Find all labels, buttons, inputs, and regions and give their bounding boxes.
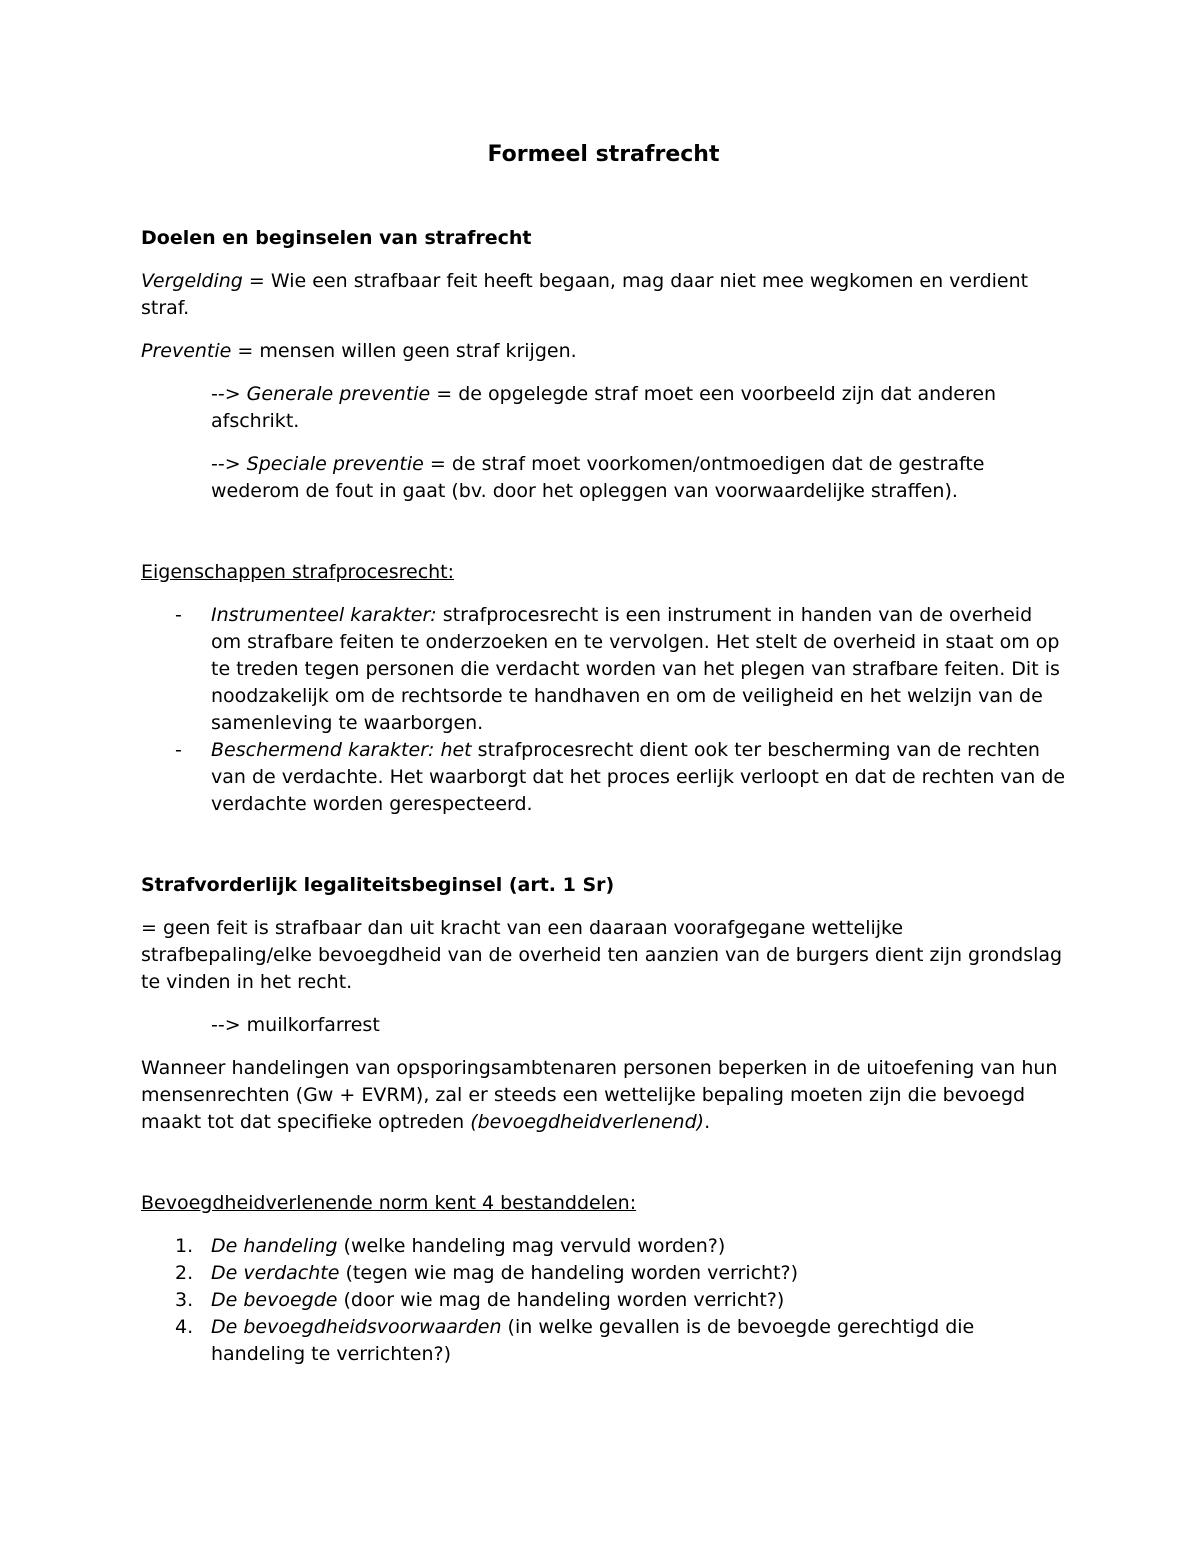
page-title: Formeel strafrecht xyxy=(487,142,720,167)
text-generale-preventie: = de opgelegde straf moet een voorbeeld zijn dat anderen afschrikt. xyxy=(211,383,997,432)
term-preventie: Preventie xyxy=(141,340,232,362)
term-speciale-preventie: Speciale preventie xyxy=(246,453,424,475)
term-generale-preventie: Generale preventie xyxy=(246,383,431,405)
term-bevoegdheidverlenend: (bevoegdheidverlenend) xyxy=(470,1111,705,1133)
section-heading-bestanddelen: Bevoegdheidverlenende norm kent 4 bestanddelen: xyxy=(141,1192,637,1214)
text-handeling: (welke handeling mag vervuld worden?) xyxy=(337,1235,726,1257)
spacer xyxy=(141,521,1066,559)
term-beschermend: Beschermend karakter: het xyxy=(211,739,472,761)
section-heading-legaliteitsbeginsel: Strafvorderlijk legaliteitsbeginsel (art. 1 Sr) xyxy=(141,874,615,896)
paragraph-bevoegdheid xyxy=(141,1055,1066,1136)
term-bevoegdheidsvoorwaarden: De bevoegdheidsvoorwaarden xyxy=(211,1316,502,1338)
text-bevoegdheidsvoorwaarden: (in welke gevallen is de bevoegde gerechtigd die handeling te verrichten?) xyxy=(211,1316,975,1365)
paragraph-generale-preventie xyxy=(141,381,1066,435)
term-bevoegde: De bevoegde xyxy=(211,1289,338,1311)
arrow-marker: --> xyxy=(211,453,247,475)
number-marker: 3. xyxy=(175,1289,194,1311)
eigenschappen-list xyxy=(141,602,1066,818)
list-item xyxy=(141,1287,1066,1314)
document-body xyxy=(141,140,1066,1384)
spacer xyxy=(141,834,1066,872)
bestanddelen-list xyxy=(141,1233,1066,1368)
list-item xyxy=(141,602,1066,737)
paragraph-muilkorfarrest: --> muilkorfarrest xyxy=(211,1014,380,1036)
term-handeling: De handeling xyxy=(211,1235,338,1257)
paragraph-definition: = geen feit is strafbaar dan uit kracht van een daaraan voorafgegane wettelijke strafbepaling/elke bevoegdheid van de overheid ten aanzien van de burgers dient zijn grondslag te vinden in het recht. xyxy=(141,917,1063,993)
text-bevoegde: (door wie mag de handeling worden verricht?) xyxy=(337,1289,785,1311)
arrow-marker: --> xyxy=(211,383,247,405)
text-vergelding: = Wie een strafbaar feit heeft begaan, mag daar niet mee wegkomen en verdient straf. xyxy=(141,270,1029,319)
list-item xyxy=(141,1314,1066,1368)
section-heading-doelen: Doelen en beginselen van strafrecht xyxy=(141,227,532,249)
text-period: . xyxy=(704,1111,711,1133)
number-marker: 4. xyxy=(175,1316,194,1338)
term-instrumenteel: Instrumenteel karakter: xyxy=(211,604,437,626)
list-item xyxy=(141,737,1066,818)
text-instrumenteel: strafprocesrecht is een instrument in handen van de overheid om strafbare feiten te onderzoeken en te vervolgen. Het stelt de overheid in staat om op te treden tegen personen die verdacht worden van het plegen van strafbare feiten. Dit is noodzakelijk om de rechtsorde te handhaven en om de veiligheid en het welzijn van de samenleving te waarborgen. xyxy=(211,604,1060,734)
number-marker: 1. xyxy=(175,1235,194,1257)
paragraph-speciale-preventie xyxy=(141,451,1066,505)
text-speciale-preventie: = de straf moet voorkomen/ontmoedigen dat de gestrafte wederom de fout in gaat (bv. door het opleggen van voorwaardelijke straffen). xyxy=(211,453,985,502)
term-verdachte: De verdachte xyxy=(211,1262,340,1284)
list-item xyxy=(141,1260,1066,1287)
text-preventie: = mensen willen geen straf krijgen. xyxy=(231,340,577,362)
term-vergelding: Vergelding xyxy=(141,270,243,292)
section-heading-eigenschappen: Eigenschappen strafprocesrecht: xyxy=(141,561,455,583)
paragraph-vergelding xyxy=(141,268,1066,322)
text-verdachte: (tegen wie mag de handeling worden verricht?) xyxy=(339,1262,799,1284)
number-marker: 2. xyxy=(175,1262,194,1284)
dash-marker: - xyxy=(175,604,182,626)
spacer xyxy=(141,1152,1066,1190)
list-item xyxy=(141,1233,1066,1260)
text-beschermend: strafprocesrecht dient ook ter bescherming van de rechten van de verdachte. Het waarborgt dat het proces eerlijk verloopt en dat de rechten van de verdachte worden gerespecteerd. xyxy=(211,739,1066,815)
dash-marker: - xyxy=(175,739,182,761)
text-bevoegdheid: Wanneer handelingen van opsporingsambtenaren personen beperken in de uitoefening van hun mensenrechten (Gw + EVRM), zal er steeds een wettelijke bepaling moeten zijn die bevoegd maakt tot dat specifieke optreden xyxy=(141,1057,1058,1133)
paragraph-preventie xyxy=(141,338,1066,365)
